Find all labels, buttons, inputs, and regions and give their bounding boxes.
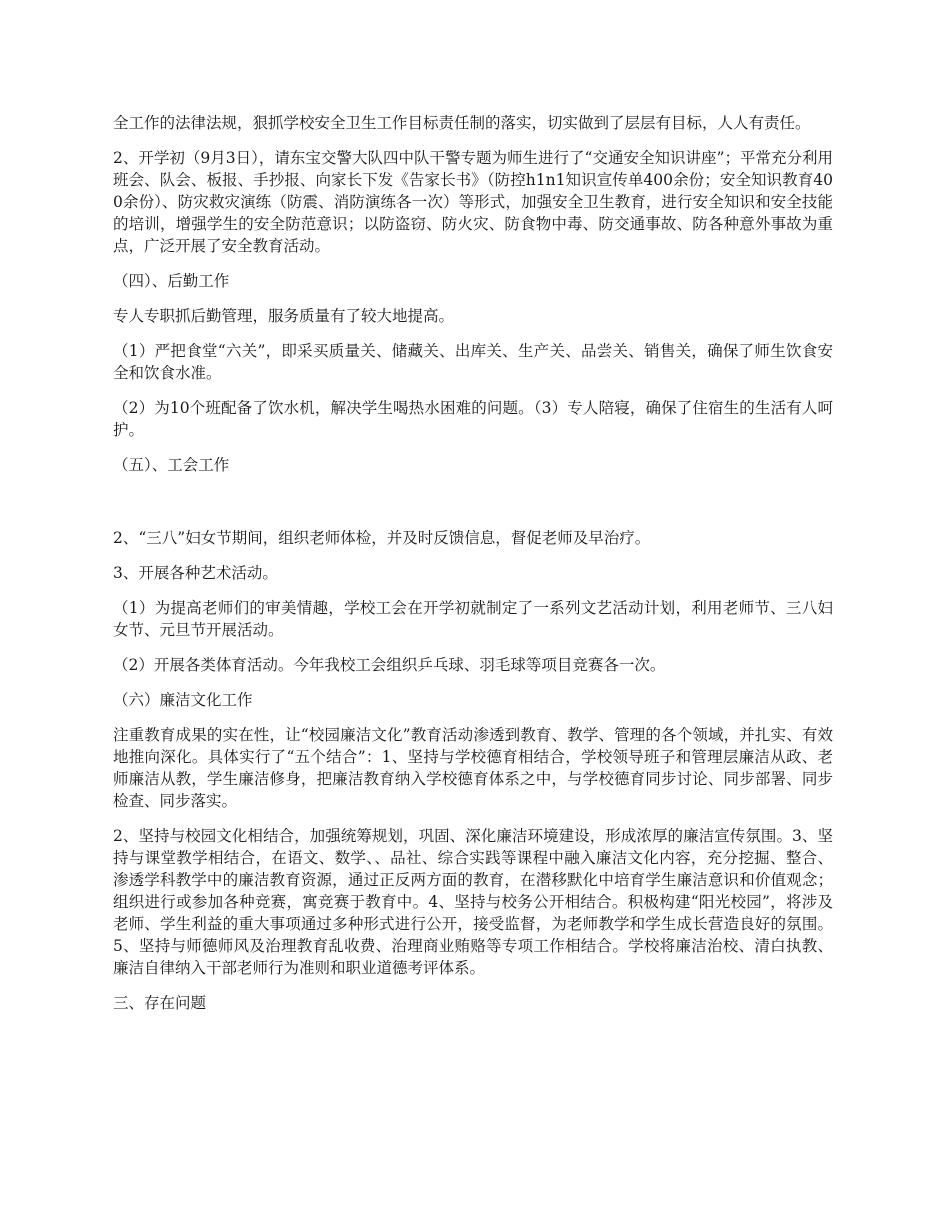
paragraph-logistics-intro: 专人专职抓后勤管理，服务质量有了较大地提高。 bbox=[113, 307, 455, 325]
paragraph-art-plan: （1）为提高老师们的审美情趣，学校工会在开学初就制定了一系列文艺活动计划，利用老师节、三八妇女节、元旦节开展活动。 bbox=[113, 599, 833, 639]
paragraph-integrity-combination: 2、坚持与校园文化相结合，加强统筹规划，巩固、深化廉洁环境建设，形成浓厚的廉洁宣传氛围。3、坚持与课堂教学相结合，在语文、数学、、品社、综合实践等课程中融入廉洁文化内容，充分挖掘、整合、渗透学科教学中的廉洁教育资源，通过正反两方面的教育，在潜移默化中培育学生廉洁意识和价值观念；组织进行或参加各种竞赛，寓竞赛于教育中。4、坚持与校务公开相结合。积极构建“阳光校园”，将涉及老师、学生利益的重大事项通过多种形式进行公开，接受监督，为老师教学和学生成长营造良好的氛围。5、坚持与师德师风及治理教育乱收费、治理商业贿赂等专项工作相结合。学校将廉洁治校、清白执教、廉洁自律纳入干部老师行为准则和职业道德考评体系。 bbox=[113, 827, 833, 977]
heading-integrity-culture: （六）廉洁文化工作 bbox=[113, 691, 253, 709]
paragraph-water-dispenser: （2）为10个班配备了饮水机，解决学生喝热水困难的问题。（3）专人陪寝，确保了住宿生的生活有人呵护。 bbox=[113, 399, 833, 439]
heading-problems: 三、存在问题 bbox=[113, 994, 207, 1012]
paragraph-safety-laws: 全工作的法律法规，狠抓学校安全卫生工作目标责任制的落实，切实做到了层层有目标，人人有责任。 bbox=[113, 114, 811, 132]
blank-gap bbox=[113, 489, 833, 527]
document-page bbox=[113, 112, 833, 1027]
paragraph-canteen: （1）严把食堂“六关”，即采买质量关、储藏关、出库关、生产关、品尝关、销售关，确保了师生饮食安全和饮食水准。 bbox=[113, 342, 833, 382]
paragraph-womens-day: 2、“三八”妇女节期间，组织老师体检，并及时反馈信息，督促老师及早治疗。 bbox=[113, 529, 651, 547]
paragraph-sports: （2）开展各类体育活动。今年我校工会组织乒乓球、羽毛球等项目竞赛各一次。 bbox=[113, 656, 666, 674]
heading-logistics: （四）、后勤工作 bbox=[113, 272, 230, 290]
paragraph-safety-education: 2、开学初（9月3日），请东宝交警大队四中队干警专题为师生进行了“交通安全知识讲座”；平常充分利用班会、队会、板报、手抄报、向家长下发《告家长书》（防控h1n1知识宣传单400余份；安全知识教育400余份）、防灾救灾演练（防震、消防演练各一次）等形式，加强安全卫生教育，进行安全知识和安全技能的培训，增强学生的安全防范意识；以防盗窃、防火灾、防食物中毒、防交通事故、防各种意外事故为重点，广泛开展了安全教育活动。 bbox=[113, 149, 833, 255]
paragraph-art-activities: 3、开展各种艺术活动。 bbox=[113, 564, 278, 582]
paragraph-integrity-intro: 注重教育成果的实在性，让“校园廉洁文化”教育活动渗透到教育、教学、管理的各个领域，并扎实、有效地推向深化。具体实行了“五个结合”：1、坚持与学校德育相结合，学校领导班子和管理层廉洁从政、老师廉洁从教，学生廉洁修身，把廉洁教育纳入学校德育体系之中，与学校德育同步讨论、同步部署、同步检查、同步落实。 bbox=[113, 726, 833, 810]
heading-union: （五）、工会工作 bbox=[113, 456, 230, 474]
